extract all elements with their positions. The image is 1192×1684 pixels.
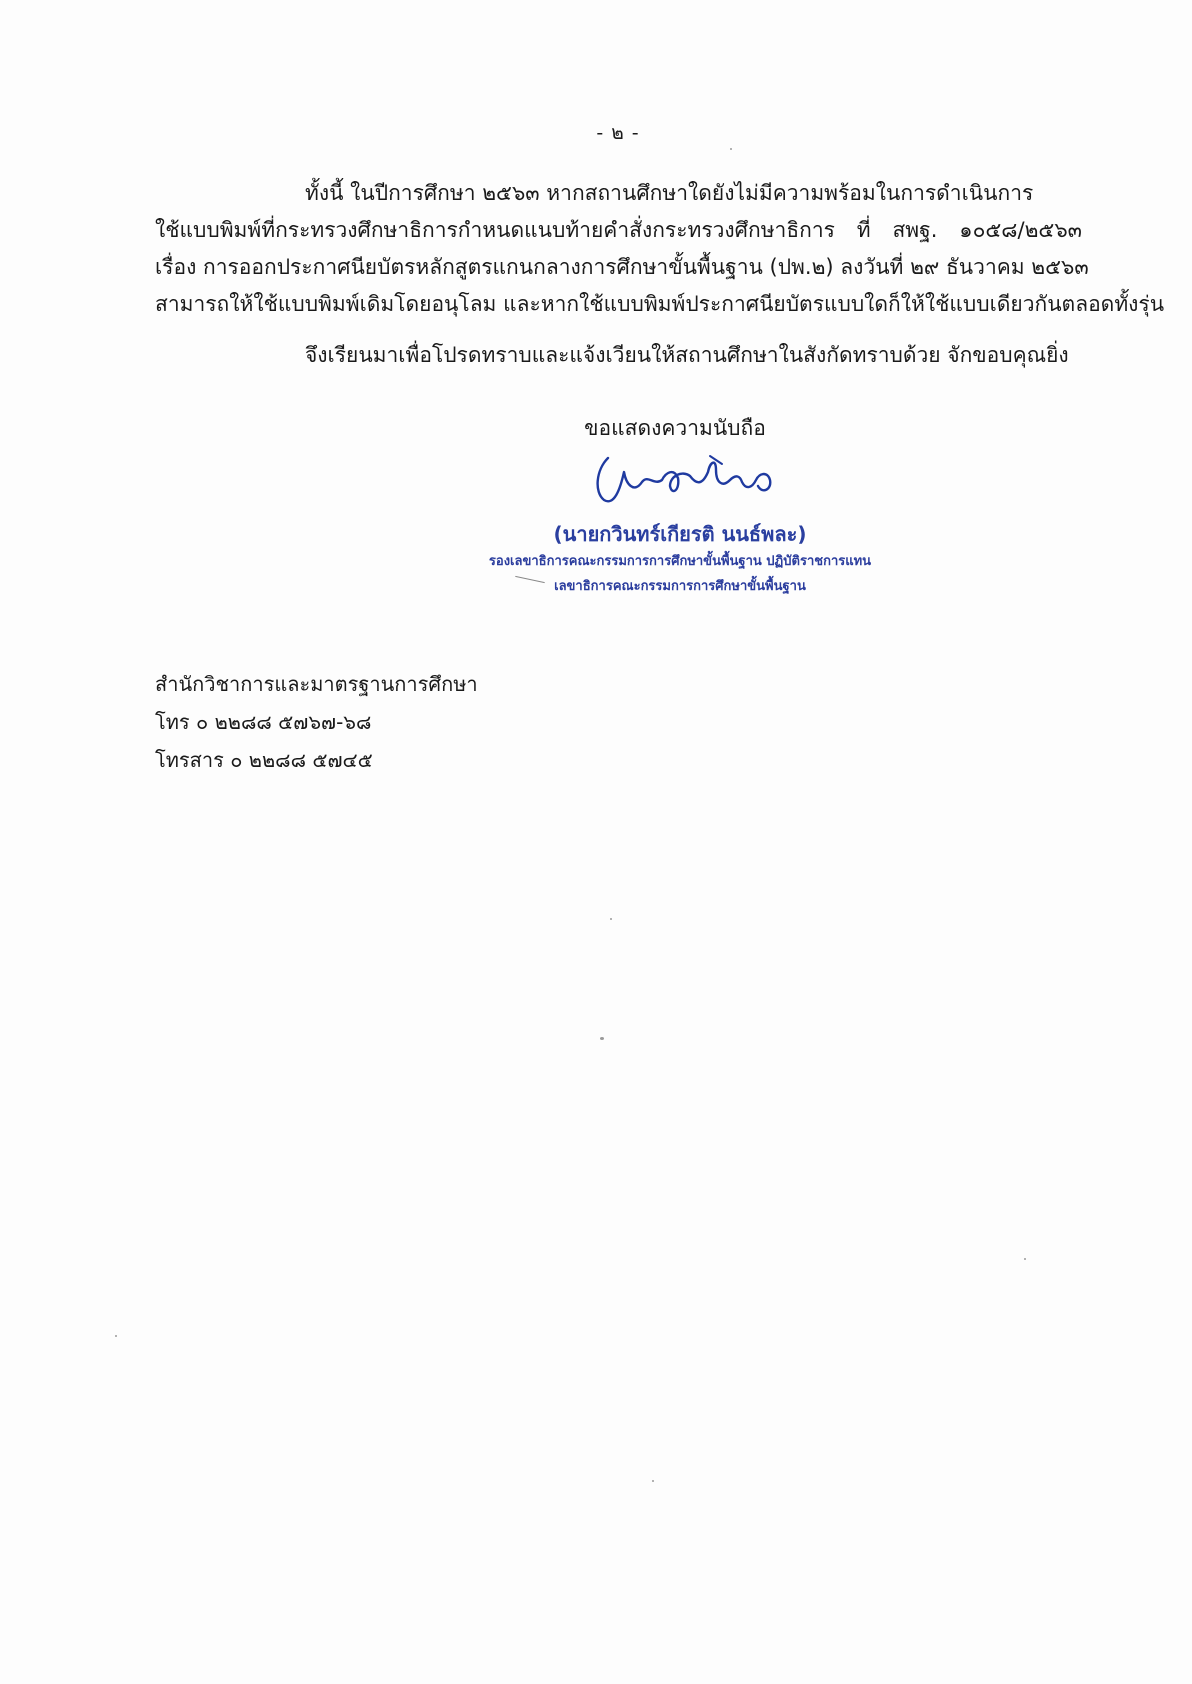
footer-phone: โทร ๐ ๒๒๘๘ ๕๗๖๗-๖๘ <box>155 710 372 734</box>
page-number: - ๒ - <box>596 122 640 144</box>
body-line-5: จึงเรียนมาเพื่อโปรดทราบและแจ้งเวียนให้สถานศึกษาในสังกัดทราบด้วย จักขอบคุณยิ่ง <box>305 343 1069 367</box>
body-line-1: ทั้งนี้ ในปีการศึกษา ๒๕๖๓ หากสถานศึกษาใดยังไม่มีความพร้อมในการดำเนินการ <box>305 181 1034 205</box>
scan-speck <box>610 918 612 920</box>
scan-speck <box>652 1480 654 1482</box>
scan-speck <box>115 1335 117 1337</box>
signer-name: (นายกวินทร์เกียรติ นนธ์พละ) <box>553 522 807 546</box>
handwritten-signature <box>590 450 780 506</box>
body-line-3: เรื่อง การออกประกาศนียบัตรหลักสูตรแกนกลางการศึกษาขั้นพื้นฐาน (ปพ.๒) ลงวันที่ ๒๙ ธันวาคม ๒๕๖๓ <box>155 255 1089 279</box>
signer-position-line-2: เลขาธิการคณะกรรมการการศึกษาขั้นพื้นฐาน <box>554 579 806 594</box>
body-line-2: ใช้แบบพิมพ์ที่กระทรวงศึกษาธิการกำหนดแนบท้ายคำสั่งกระทรวงศึกษาธิการ ที่ สพฐ. ๑๐๕๘/๒๕๖๓ <box>155 218 1082 242</box>
scan-speck <box>730 148 732 150</box>
scan-speck <box>600 1037 604 1040</box>
scan-speck <box>1024 1258 1026 1260</box>
signer-position-line-1: รองเลขาธิการคณะกรรมการการศึกษาขั้นพื้นฐาน ปฏิบัติราชการแทน <box>488 554 872 569</box>
footer-office: สำนักวิชาการและมาตรฐานการศึกษา <box>155 672 478 696</box>
closing-salutation: ขอแสดงความนับถือ <box>584 416 766 440</box>
footer-fax: โทรสาร ๐ ๒๒๘๘ ๕๗๔๕ <box>155 748 373 772</box>
body-line-4: สามารถให้ใช้แบบพิมพ์เดิมโดยอนุโลม และหากใช้แบบพิมพ์ประกาศนียบัตรแบบใดก็ให้ใช้แบบเดียวกันตลอดทั้งรุ่น <box>155 292 1165 316</box>
